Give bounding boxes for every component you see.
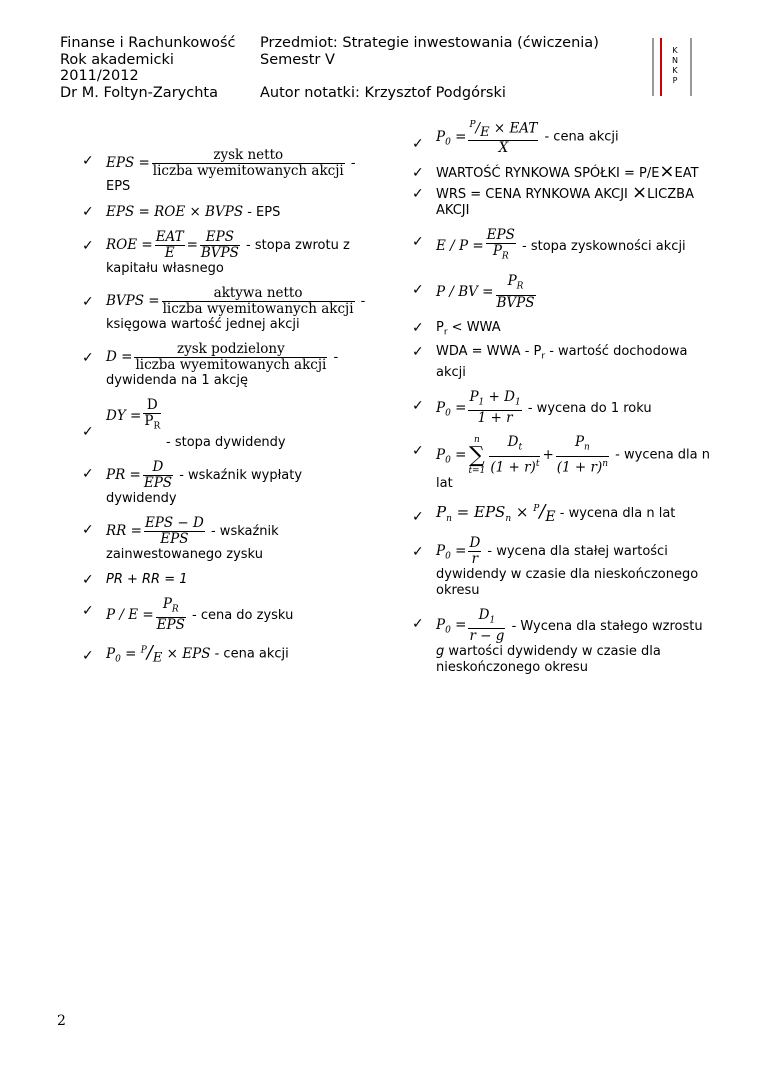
list-item: [412, 161, 712, 183]
formula-p0-eat: $P_0$ = $\frac{^P/_E \times EAT}{X}$: [436, 120, 538, 157]
header-right: [260, 35, 599, 101]
check-icon: ✓: [412, 281, 424, 298]
item-text: - stopa zyskowności akcji: [522, 239, 686, 255]
formula-rr: RR = $\frac{\text{EPS − D}}{\text{EPS}}$: [106, 514, 204, 547]
item-text: - EPS: [247, 205, 281, 220]
formula-eps: EPS = $\frac{\text{zysk netto}}{\text{liczba wyemitowanych akcji}}$: [106, 147, 344, 179]
header-blank: [260, 68, 599, 85]
times-icon: ×: [659, 161, 675, 183]
check-icon: ✓: [82, 648, 94, 665]
item-text: - cena akcji: [544, 129, 619, 145]
header-year-label: Rok akademicki: [60, 51, 174, 68]
list-item: [82, 597, 367, 634]
item-text: wartości dywidendy w czasie dla nieskończonego okresu: [436, 644, 661, 676]
item-text: - wycena dla n lat: [559, 505, 676, 521]
item-text: WDA = WWA - P: [436, 344, 542, 360]
formula-p0-growth: $P_0$ = $\frac{D_1}{r - g}$: [436, 606, 505, 645]
list-item: [82, 642, 367, 667]
check-icon: ✓: [82, 602, 94, 619]
logo-letters: K N K P: [672, 46, 678, 85]
check-icon: ✓: [412, 443, 424, 460]
check-icon: ✓: [412, 165, 424, 182]
item-text: PR + RR = 1: [106, 571, 188, 587]
header-author: Autor notatki: Krzysztof Podgórski: [260, 84, 506, 101]
formula-pn: $P_n = EPS_n \times ^P/_E$: [436, 500, 556, 525]
item-text: g: [436, 644, 445, 660]
list-item: [82, 204, 367, 221]
list-item: [82, 516, 367, 563]
check-icon: ✓: [82, 294, 94, 310]
item-text: < WWA: [447, 319, 501, 335]
formula-pe: P / E = $\frac{P_R}{\text{EPS}}$: [106, 595, 185, 634]
list-item: [412, 435, 712, 491]
check-icon: ✓: [82, 238, 94, 254]
check-icon: ✓: [412, 615, 424, 632]
formula-d: D = $\frac{\text{zysk podzielony}}{\text{liczba wyemitowanych akcji}}$: [106, 341, 327, 373]
header-left: [60, 35, 236, 101]
header-subject: Przedmiot: Strategie inwestowania (ćwiczenia): [260, 35, 599, 51]
formula-pbv: P / BV = $\frac{P_R}{\text{BVPS}}$: [436, 272, 535, 311]
list-item: [82, 398, 367, 451]
check-icon: ✓: [82, 465, 94, 482]
list-item: [412, 390, 712, 427]
header-lecturer: Dr M. Foltyn-Zarychta: [60, 84, 218, 101]
check-icon: ✓: [412, 186, 424, 203]
check-icon: ✓: [82, 204, 94, 220]
formula-pr: PR = $\frac{D}{\text{EPS}}$: [106, 458, 173, 491]
item-text: - wartość dochodowa akcji: [436, 344, 688, 380]
check-icon: ✓: [82, 571, 94, 588]
check-icon: ✓: [412, 344, 424, 361]
header-field: Finanse i Rachunkowość: [60, 35, 236, 51]
list-item: [82, 286, 367, 333]
formula-ep: E / P = $\frac{\text{EPS}}{P_R}$: [436, 227, 515, 262]
formula-dy: DY = $\frac{D}{P_R}$: [106, 397, 161, 432]
item-text: - wskaźnik zainwestowanego zysku: [106, 523, 279, 562]
list-item: [412, 274, 712, 311]
check-icon: ✓: [412, 508, 424, 525]
item-sub: r: [443, 327, 448, 338]
check-icon: ✓: [412, 319, 424, 336]
list-item: [82, 145, 367, 195]
item-text: - wycena dla stałej wartości dywidendy w czasie dla nieskończonego okresu: [436, 543, 699, 598]
item-text: WRS = CENA RYNKOWA AKCJI: [436, 187, 628, 203]
header-year: 2011/2012: [60, 68, 139, 84]
formula-p0-const: $P_0$ = $\frac{D}{r}$: [436, 534, 481, 567]
list-item: [412, 320, 712, 341]
item-text: - cena akcji: [214, 646, 289, 662]
list-item: [412, 228, 712, 265]
list-item: [412, 118, 712, 156]
list-item: [412, 182, 712, 219]
item-text: - Wycena dla stałego wzrostu: [511, 618, 703, 634]
item-text: WARTOŚĆ RYNKOWA SPÓŁKI = P/E: [436, 166, 660, 182]
left-column: [82, 145, 367, 677]
logo-line-left: [652, 38, 654, 96]
page-number: 2: [57, 1013, 66, 1029]
formula-p0-n: $P_0$ = n ∑ t=1 $\frac{D_t}{(1 + r)^t}$ + $\frac{P_n}{(1 + r)^n}$: [436, 434, 609, 476]
list-item: [412, 344, 712, 381]
check-icon: ✓: [82, 521, 94, 538]
item-text: P: [436, 319, 444, 335]
logo-line-red: [660, 38, 662, 96]
item-text: - wskaźnik wypłaty dywidendy: [106, 467, 303, 506]
check-icon: ✓: [412, 234, 424, 251]
item-text: - EPS: [106, 156, 356, 194]
check-icon: ✓: [412, 136, 424, 152]
check-icon: ✓: [412, 543, 424, 560]
item-sub: r: [541, 351, 546, 362]
times-icon: ×: [632, 182, 648, 204]
list-item: [412, 608, 712, 677]
item-text: - stopa dywidendy: [166, 434, 286, 450]
item-text: LICZBA AKCJI: [436, 187, 694, 219]
formula-p0-1y: $P_0$ = $\frac{P_1 + D_1}{1 + r}$: [436, 388, 521, 427]
list-item: [82, 230, 367, 277]
item-text: - wycena do 1 roku: [527, 400, 652, 416]
item-text: - cena do zysku: [192, 607, 294, 623]
right-column: [412, 118, 712, 685]
list-item: [82, 460, 367, 507]
formula-eps-roe: EPS = ROE × BVPS: [106, 204, 244, 220]
check-icon: ✓: [82, 153, 94, 169]
item-text: - księgowa wartość jednej akcji: [106, 294, 366, 332]
header-semester: Semestr V: [260, 51, 335, 68]
formula-bvps: BVPS = $\frac{\text{aktywa netto}}{\text{liczba wyemitowanych akcji}}$: [106, 285, 354, 317]
formula-p0: $P_0 = ^P/_E$ × EPS: [106, 641, 211, 666]
item-text: EAT: [674, 166, 699, 182]
list-item: [82, 572, 367, 588]
formula-roe: ROE = $\frac{\text{EAT}}{E}$ = $\frac{\text{EPS}}{\text{BVPS}}$: [106, 229, 239, 261]
check-icon: ✓: [82, 350, 94, 366]
item-text: - wycena dla n lat: [436, 448, 711, 491]
check-icon: ✓: [412, 397, 424, 414]
check-icon: ✓: [82, 424, 94, 440]
logo-line-right: [690, 38, 692, 96]
item-text: - dywidenda na 1 akcję: [106, 350, 339, 388]
list-item: [82, 342, 367, 389]
list-item: [412, 501, 712, 527]
list-item: [412, 536, 712, 599]
item-text: - stopa zwrotu z kapitału własnego: [106, 238, 350, 276]
